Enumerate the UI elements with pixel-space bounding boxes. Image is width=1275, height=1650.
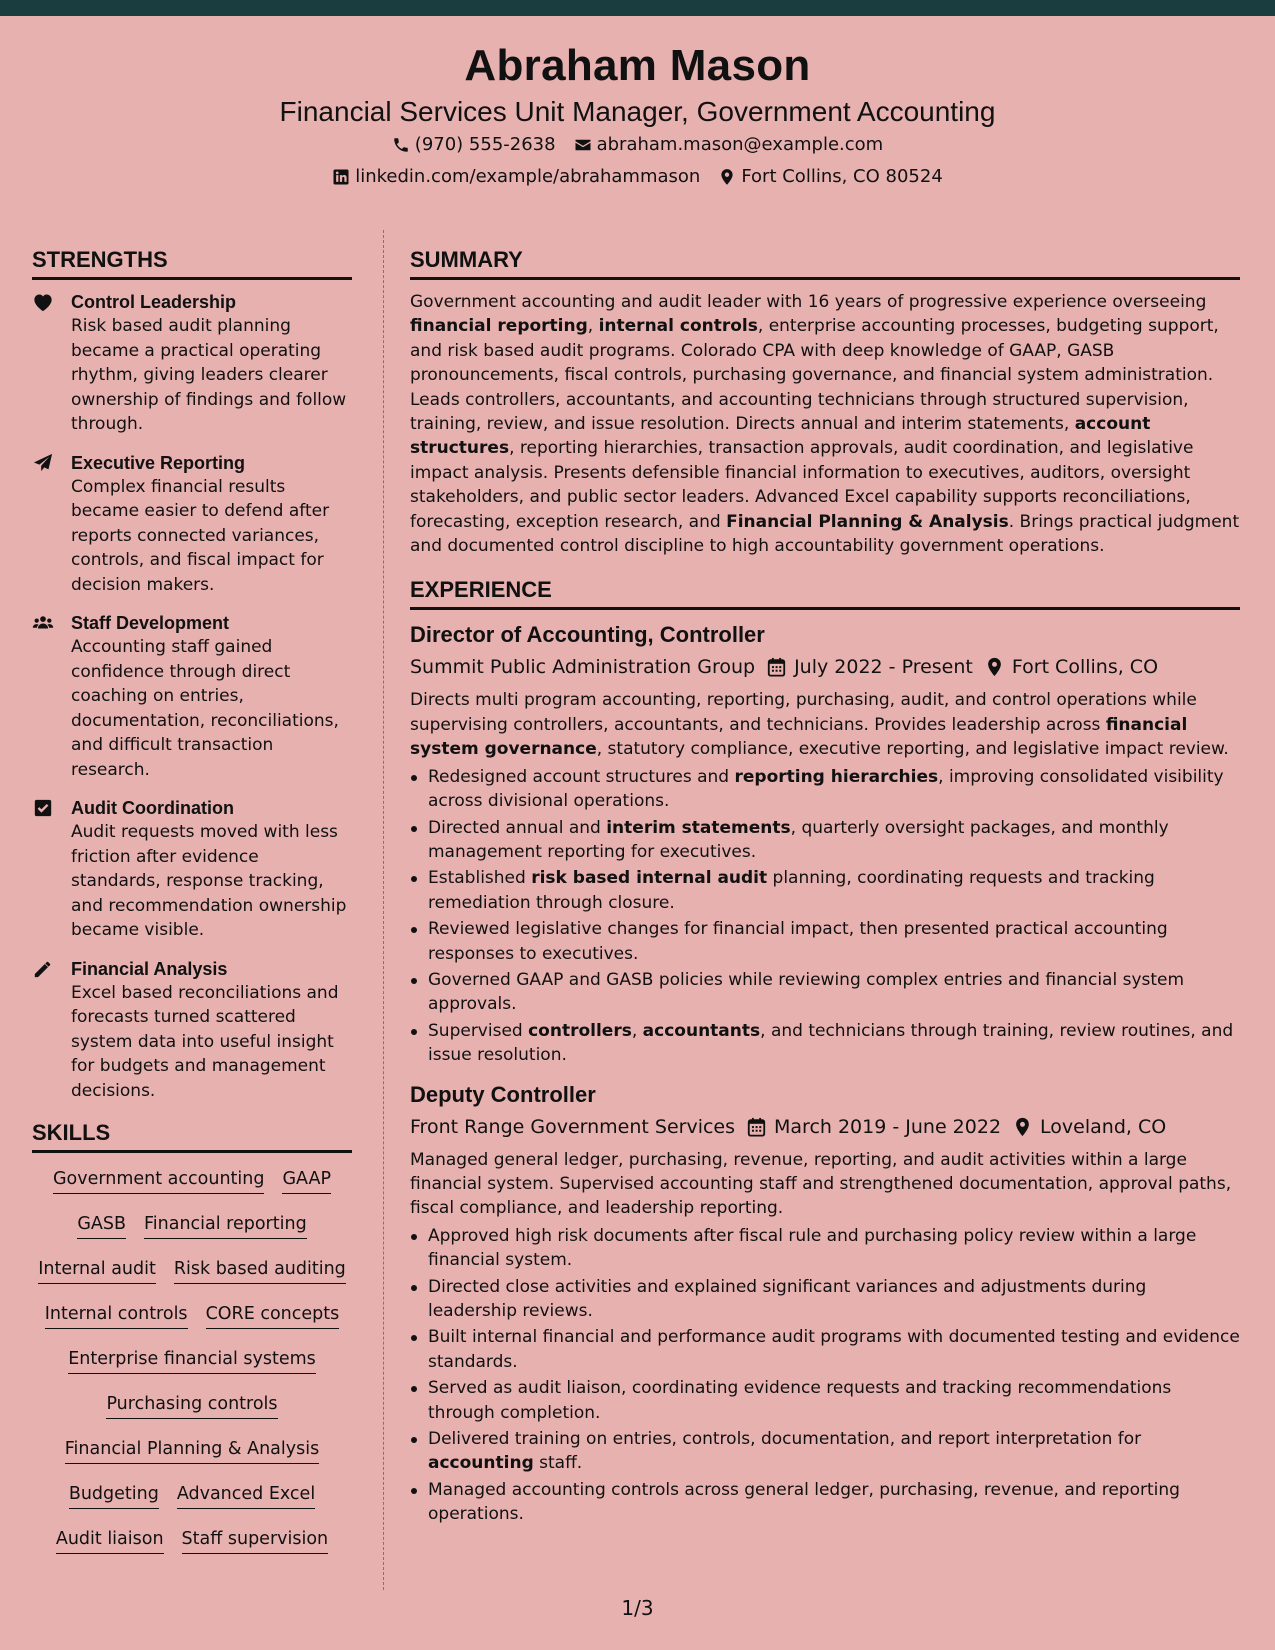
job-company <box>410 652 755 682</box>
contact-linkedin[interactable] <box>332 166 700 187</box>
job-meta <box>410 652 1240 682</box>
skill-tag: Internal audit <box>38 1257 156 1284</box>
map-pin-icon <box>718 168 736 186</box>
job-dates <box>747 1112 1001 1142</box>
job-meta <box>410 1112 1240 1142</box>
skills-heading: SKILLS <box>32 1117 352 1153</box>
skills-row <box>32 1523 352 1568</box>
calendar-icon <box>747 1117 766 1137</box>
bullet-item: Supervised controllers, accountants, and technicians through training, review routines, and issue resolution. <box>410 1019 1240 1068</box>
skill-tag: Budgeting <box>69 1482 159 1509</box>
contact-phone[interactable] <box>392 134 556 155</box>
phone-text: (970) 555-2638 <box>414 134 556 155</box>
strength-description: Audit requests moved with less friction after evidence standards, response tracking, and recommendation ownership became visible. <box>71 822 347 940</box>
dates-text: July 2022 - Present <box>794 656 973 679</box>
skill-tag: Enterprise financial systems <box>68 1347 316 1374</box>
strength-description: Complex financial results became easier to defend after reports connected variances, controls, and fiscal impact for decision makers. <box>71 476 330 595</box>
map-pin-icon <box>1013 1117 1032 1137</box>
bullet-item: Approved high risk documents after fiscal rule and purchasing policy review within a large financial system. <box>410 1224 1240 1273</box>
job-entry <box>410 1080 1240 1527</box>
company-text: Front Range Government Services <box>410 1115 736 1138</box>
bullet-item: Managed accounting controls across general ledger, purchasing, revenue, and reporting operations. <box>410 1478 1240 1527</box>
column-divider <box>383 230 384 1590</box>
strength-description: Excel based reconciliations and forecasts turned scattered system data into useful insight for budgets and management decisions. <box>71 982 339 1101</box>
skill-tag: GASB <box>77 1212 126 1239</box>
job-location-text: Loveland, CO <box>1040 1115 1167 1138</box>
skill-tag: Financial Planning & Analysis <box>65 1437 319 1464</box>
skill-tag: Purchasing controls <box>106 1392 277 1419</box>
bullet-item: Built internal financial and performance audit programs with documented testing and evidence standards. <box>410 1325 1240 1374</box>
linkedin-text: linkedin.com/example/abrahammason <box>355 166 701 187</box>
strength-description: Risk based audit planning became a practical operating rhythm, giving leaders clearer ownership of findings and follow through. <box>71 316 347 434</box>
bullet-item: Served as audit liaison, coordinating evidence requests and tracking recommendations through completion. <box>410 1376 1240 1425</box>
skill-tag: Risk based auditing <box>174 1257 346 1284</box>
skill-tag: Financial reporting <box>144 1212 307 1239</box>
job-description: Managed general ledger, purchasing, revenue, reporting, and audit activities within a large financial system. Supervised accounting staff and strengthened documentation, approval paths, fiscal compliance, and leadership reporting. <box>410 1149 1232 1219</box>
job-bullets <box>410 765 1240 1068</box>
jobs-list <box>410 620 1240 1526</box>
strength-description: Accounting staff gained confidence through direct coaching on entries, documentation, reconciliations, and difficult transaction research. <box>71 637 339 780</box>
skill-tag: Advanced Excel <box>177 1482 315 1509</box>
skills-row <box>32 1298 352 1343</box>
pencil-icon <box>32 959 54 979</box>
skills-row <box>32 1478 352 1523</box>
calendar-icon <box>767 657 786 677</box>
bullet-item: Reviewed legislative changes for financial impact, then presented practical accounting responses to executives. <box>410 917 1240 966</box>
job-bullets <box>410 1224 1240 1527</box>
email-text: abraham.mason@example.com <box>596 134 884 155</box>
strength-title: Executive Reporting <box>71 452 246 473</box>
strength-item <box>32 611 352 782</box>
skills-row <box>32 1253 352 1298</box>
skill-tag: Staff supervision <box>182 1527 329 1554</box>
strength-title: Financial Analysis <box>71 958 228 979</box>
strength-title: Staff Development <box>71 613 230 633</box>
job-location-text: Fort Collins, CO <box>1011 656 1159 679</box>
strength-item <box>32 451 352 598</box>
check-square-icon <box>32 798 54 818</box>
job-dates <box>767 652 973 682</box>
paper-plane-icon <box>32 453 54 473</box>
bullet-item: Directed close activities and explained significant variances and adjustments during leadership reviews. <box>410 1275 1240 1324</box>
experience-heading: EXPERIENCE <box>410 574 1240 610</box>
company-text: Summit Public Administration Group <box>410 656 756 679</box>
page-number: 1/3 <box>621 1596 654 1620</box>
right-column <box>410 244 1240 1539</box>
skills-row <box>32 1208 352 1253</box>
skills-row <box>32 1343 352 1388</box>
skill-tag: Government accounting <box>53 1167 264 1194</box>
bullet-item: Governed GAAP and GASB policies while reviewing complex entries and financial system approvals. <box>410 968 1240 1017</box>
job-location <box>1013 1112 1166 1142</box>
phone-icon <box>392 136 410 154</box>
skills-list <box>32 1163 352 1568</box>
skill-tag: Internal controls <box>45 1302 188 1329</box>
skill-tag: CORE concepts <box>206 1302 340 1329</box>
candidate-title: Financial Services Unit Manager, Government Accounting <box>279 96 996 127</box>
job-company <box>410 1112 735 1142</box>
job-title: Deputy Controller <box>410 1081 596 1107</box>
job-entry <box>410 620 1240 1067</box>
bullet-item: Redesigned account structures and reporting hierarchies, improving consolidated visibility across divisional operations. <box>410 765 1240 814</box>
bullet-item: Directed annual and interim statements, quarterly oversight packages, and monthly management reporting for executives. <box>410 816 1240 865</box>
skill-tag: Audit liaison <box>56 1527 164 1554</box>
skill-tag: GAAP <box>282 1167 331 1194</box>
map-pin-icon <box>985 657 1004 677</box>
job-title: Director of Accounting, Controller <box>410 622 765 648</box>
contact-location <box>718 166 942 187</box>
skills-row <box>32 1163 352 1208</box>
users-icon <box>32 613 54 633</box>
contact-email[interactable] <box>574 134 884 155</box>
summary-heading: SUMMARY <box>410 244 1240 280</box>
job-description: Directs multi program accounting, reporting, purchasing, audit, and control operations while supervising controllers, accountants, and technicians. Provides leadership across financial system governance, statutory compliance, executive reporting, and legislative impact review. <box>410 690 1229 760</box>
heart-icon <box>32 292 54 312</box>
summary-text: Government accounting and audit leader with 16 years of progressive experience overseeing financial reporting, internal controls, enterprise accounting processes, budgeting support, and risk based audit programs. Colorado CPA with deep knowledge of GAAP, GASB pronouncements, fiscal controls, purchasing governance, and financial system administration. Leads controllers, accountants, and accounting technicians through structured supervision, training, review, and issue resolution. Directs annual and interim statements, account structures, reporting hierarchies, transaction approvals, audit coordination, and legislative impact analysis. Presents defensible financial information to executives, auditors, oversight stakeholders, and public sector leaders. Advanced Excel capability supports reconciliations, forecasting, exception research, and Financial Planning & Analysis. Brings practical judgment and documented control discipline to high accountability government operations. <box>410 292 1240 557</box>
location-text: Fort Collins, CO 80524 <box>741 166 943 187</box>
skills-row <box>32 1388 352 1433</box>
top-accent-bar <box>0 0 1275 16</box>
strength-item <box>32 290 352 437</box>
linkedin-icon <box>332 168 350 186</box>
strength-title: Audit Coordination <box>71 798 234 818</box>
bullet-item: Delivered training on entries, controls, documentation, and report interpretation for accounting staff. <box>410 1427 1240 1476</box>
strengths-heading: STRENGTHS <box>32 244 352 280</box>
bullet-item: Established risk based internal audit planning, coordinating requests and tracking remediation through closure. <box>410 866 1240 915</box>
job-location <box>985 652 1158 682</box>
strength-item <box>32 957 352 1104</box>
strength-item <box>32 796 352 943</box>
strengths-list <box>32 290 352 1103</box>
dates-text: March 2019 - June 2022 <box>774 1115 1002 1138</box>
contact-row-secondary <box>0 166 1275 187</box>
strength-title: Control Leadership <box>71 292 237 312</box>
contact-row-primary <box>0 134 1275 155</box>
skills-row <box>32 1433 352 1478</box>
envelope-icon <box>574 136 592 154</box>
left-column <box>32 244 352 1568</box>
candidate-name: Abraham Mason <box>464 41 811 90</box>
resume-header <box>0 16 1275 204</box>
